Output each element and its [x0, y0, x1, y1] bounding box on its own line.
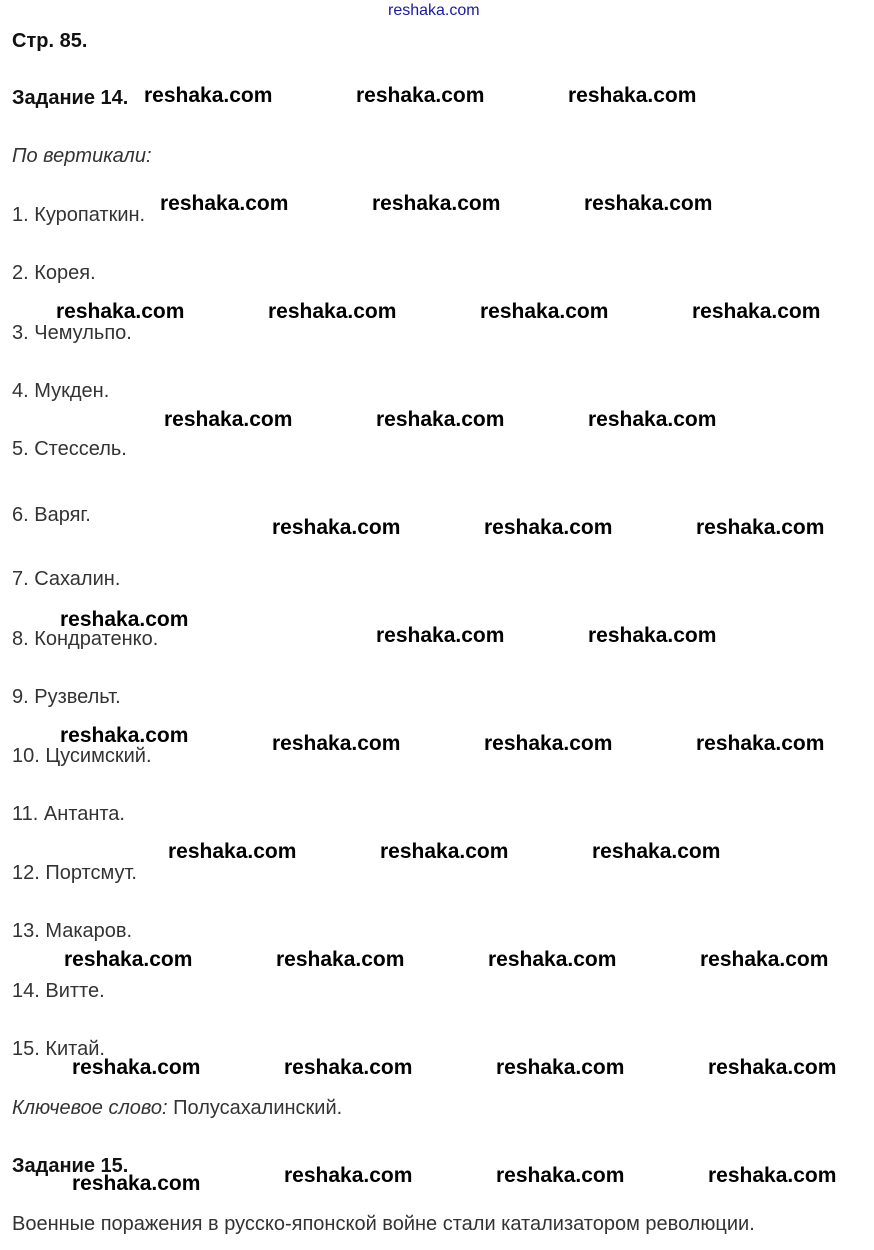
watermark: reshaka.com — [584, 192, 713, 215]
task-14-title: Задание 14. — [12, 87, 129, 109]
watermark: reshaka.com — [692, 300, 821, 323]
answer-item: 2. Корея. — [12, 262, 96, 284]
answer-item: 6. Варяг. — [12, 504, 91, 526]
keyword-line — [12, 1097, 342, 1120]
site-watermark-top: reshaka.com — [388, 2, 480, 19]
keyword-label: Ключевое слово: — [12, 1097, 168, 1119]
watermark: reshaka.com — [484, 732, 613, 755]
answer-item: 8. Кондратенко. — [12, 628, 159, 650]
task-15-title: Задание 15. — [12, 1155, 129, 1177]
watermark: reshaka.com — [164, 408, 293, 431]
watermark: reshaka.com — [592, 840, 721, 863]
watermark: reshaka.com — [60, 608, 189, 631]
keyword-value: Полусахалинский. — [167, 1097, 343, 1119]
watermark: reshaka.com — [696, 516, 825, 539]
watermark: reshaka.com — [144, 84, 273, 107]
watermark: reshaka.com — [488, 948, 617, 971]
watermark: reshaka.com — [372, 192, 501, 215]
watermark: reshaka.com — [376, 624, 505, 647]
answer-item: 3. Чемульпо. — [12, 322, 132, 344]
answer-item: 10. Цусимский. — [12, 745, 152, 767]
answer-item: 11. Антанта. — [12, 803, 125, 825]
watermark: reshaka.com — [376, 408, 505, 431]
watermark: reshaka.com — [168, 840, 297, 863]
section-label-vertical: По вертикали: — [12, 145, 152, 167]
watermark: reshaka.com — [284, 1056, 413, 1079]
watermark: reshaka.com — [568, 84, 697, 107]
watermark: reshaka.com — [708, 1056, 837, 1079]
answer-item: 5. Стессель. — [12, 438, 127, 460]
watermark: reshaka.com — [72, 1056, 201, 1079]
watermark: reshaka.com — [64, 948, 193, 971]
watermark: reshaka.com — [588, 408, 717, 431]
answer-item: 1. Куропаткин. — [12, 204, 146, 226]
watermark: reshaka.com — [480, 300, 609, 323]
watermark: reshaka.com — [700, 948, 829, 971]
watermark: reshaka.com — [484, 516, 613, 539]
watermark: reshaka.com — [496, 1164, 625, 1187]
watermark: reshaka.com — [284, 1164, 413, 1187]
watermark: reshaka.com — [276, 948, 405, 971]
answer-item: 13. Макаров. — [12, 920, 133, 942]
watermark: reshaka.com — [56, 300, 185, 323]
answer-item: 14. Витте. — [12, 980, 105, 1002]
answer-item: 15. Китай. — [12, 1038, 105, 1060]
watermark: reshaka.com — [496, 1056, 625, 1079]
page-label: Стр. 85. — [12, 30, 88, 52]
task-15-text: Военные поражения в русско-японской войне стали катализатором революции. — [12, 1213, 755, 1235]
watermark: reshaka.com — [272, 516, 401, 539]
answer-item: 7. Сахалин. — [12, 568, 121, 590]
watermark: reshaka.com — [60, 724, 189, 747]
watermark: reshaka.com — [588, 624, 717, 647]
watermark: reshaka.com — [356, 84, 485, 107]
answer-item: 12. Портсмут. — [12, 862, 137, 884]
watermark: reshaka.com — [268, 300, 397, 323]
watermark: reshaka.com — [272, 732, 401, 755]
watermark: reshaka.com — [160, 192, 289, 215]
answer-item: 4. Мукден. — [12, 380, 110, 402]
watermark: reshaka.com — [696, 732, 825, 755]
watermark: reshaka.com — [708, 1164, 837, 1187]
watermark: reshaka.com — [380, 840, 509, 863]
watermark: reshaka.com — [72, 1172, 201, 1195]
answer-item: 9. Рузвельт. — [12, 686, 121, 708]
